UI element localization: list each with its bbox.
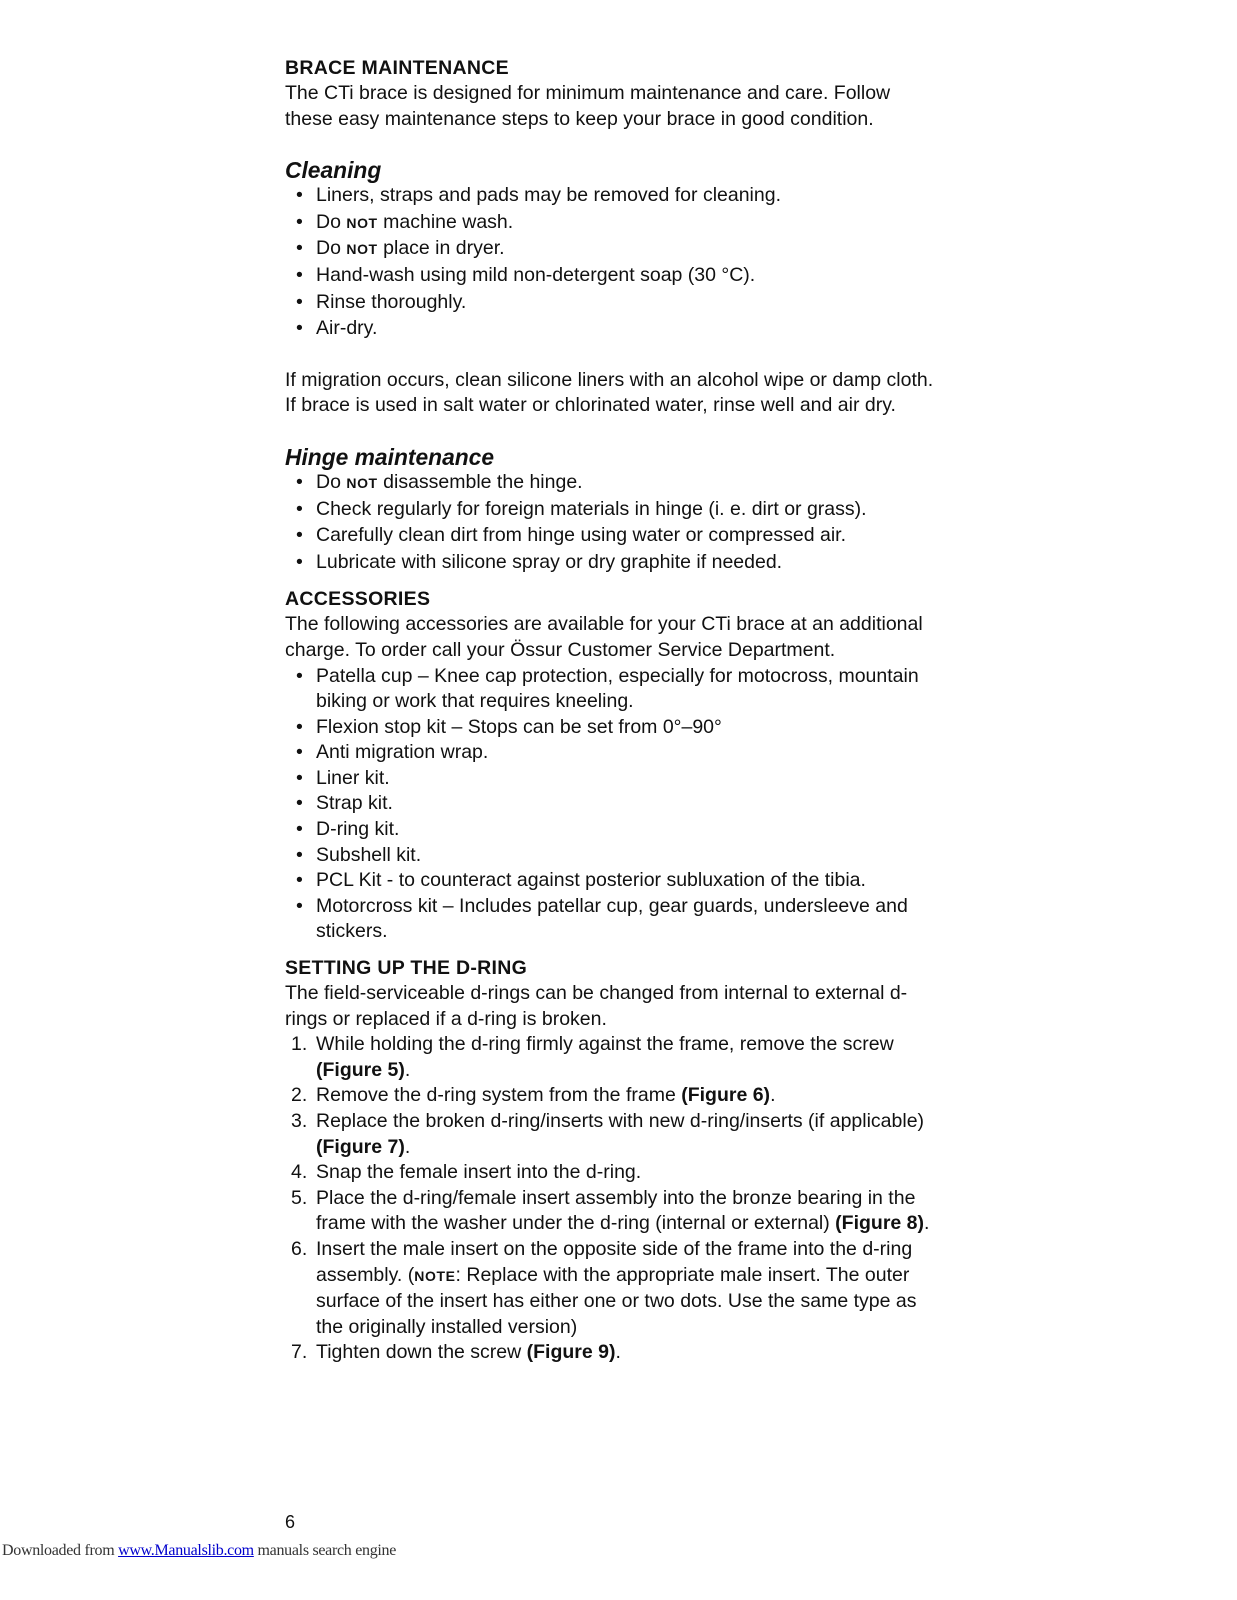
- list-item: • Check regularly for foreign materials in hinge (i. e. dirt or grass).: [285, 497, 935, 524]
- step-item: 5. Place the d-ring/female insert assembly into the bronze bearing in the frame with the washer under the d-ring (internal or external) (Figure 8).: [291, 1186, 930, 1235]
- list-item: • Do NOT place in dryer.: [285, 236, 935, 263]
- list-item: • Do NOT machine wash.: [285, 210, 935, 237]
- step-item: 7. Tighten down the screw (Figure 9).: [291, 1341, 621, 1364]
- list-item: • Carefully clean dirt from hinge using water or compressed air.: [285, 523, 935, 550]
- list-item: • PCL Kit - to counteract against posterior subluxation of the tibia.: [285, 868, 935, 894]
- list-item: • Flexion stop kit – Stops can be set from 0°–90°: [285, 715, 935, 741]
- list-item: • Liner kit.: [285, 766, 935, 792]
- dring-steps: [285, 1032, 935, 1366]
- footer-prefix: Downloaded from: [2, 1542, 119, 1559]
- step-item: 4. Snap the female insert into the d-ring.: [291, 1161, 642, 1184]
- step-item: 6. Insert the male insert on the opposite side of the frame into the d-ring assembly. (NOTE: Replace with the appropriate male insert. The outer surface of the insert has either one or two dots. Use the same type as the originally installed version): [291, 1237, 917, 1338]
- list-item: • Motorcross kit – Includes patellar cup, gear guards, undersleeve and stickers.: [285, 894, 935, 945]
- dring-intro: The field-serviceable d-rings can be changed from internal to external d-rings or replaced if a d-ring is broken.: [285, 982, 908, 1030]
- step-item: 1. While holding the d-ring firmly against the frame, remove the screw (Figure 5).: [291, 1033, 894, 1081]
- list-item: • Liners, straps and pads may be removed for cleaning.: [285, 183, 935, 210]
- step-item: 3. Replace the broken d-ring/inserts with new d-ring/inserts (if applicable)(Figure 7).: [291, 1110, 925, 1158]
- migration-note: If migration occurs, clean silicone liners with an alcohol wipe or damp cloth. If brace is used in salt water or chlorinated water, rinse well and air dry.: [285, 368, 934, 417]
- brace-maintenance-intro: The CTi brace is designed for minimum maintenance and care. Follow these easy maintenance steps to keep your brace in good condition.: [285, 82, 891, 130]
- list-item: • Strap kit.: [285, 791, 935, 817]
- list-item: • Air-dry.: [285, 316, 935, 343]
- cleaning-list: [285, 183, 935, 343]
- page-number: 6: [285, 1512, 296, 1532]
- list-item: • Anti migration wrap.: [285, 740, 935, 766]
- accessories-intro: The following accessories are available for your CTi brace at an additional charge. To order call your Össur Customer Service Department.: [285, 613, 923, 661]
- cleaning-heading: Cleaning: [285, 157, 382, 184]
- list-item: • Rinse thoroughly.: [285, 290, 935, 317]
- document-page: [285, 55, 935, 1366]
- dring-heading: SETTING UP THE D-RING: [285, 957, 528, 980]
- step-item: 2. Remove the d-ring system from the frame (Figure 6).: [291, 1084, 776, 1107]
- manualslib-link[interactable]: www.Manualslib.com: [118, 1542, 254, 1559]
- list-item: • D-ring kit.: [285, 817, 935, 843]
- footer-suffix: manuals search engine: [253, 1542, 397, 1559]
- list-item: • Patella cup – Knee cap protection, especially for motocross, mountain biking or work that requires kneeling.: [285, 664, 935, 715]
- list-item: • Subshell kit.: [285, 843, 935, 869]
- hinge-maintenance-heading: Hinge maintenance: [285, 443, 495, 470]
- accessories-heading: ACCESSORIES: [285, 588, 431, 611]
- list-item: • Hand-wash using mild non-detergent soap (30 °C).: [285, 263, 935, 290]
- list-item: • Lubricate with silicone spray or dry graphite if needed.: [285, 550, 935, 577]
- accessories-list: [285, 664, 935, 946]
- list-item: • Do NOT disassemble the hinge.: [285, 470, 935, 497]
- download-footer: [2, 1542, 396, 1560]
- hinge-list: [285, 470, 935, 576]
- brace-maintenance-heading: BRACE MAINTENANCE: [285, 57, 509, 79]
